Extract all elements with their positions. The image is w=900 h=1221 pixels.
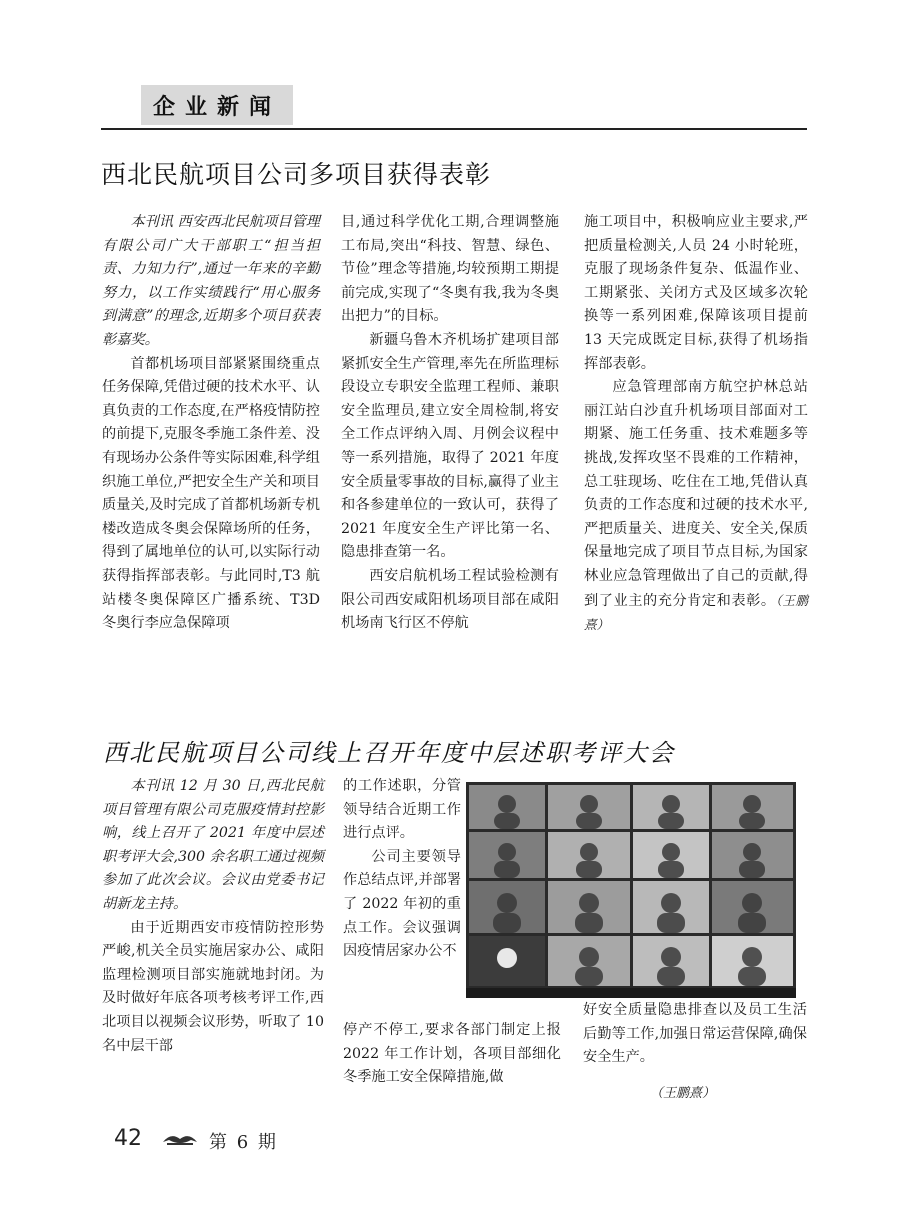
article1-paragraph: 首都机场项目部紧紧围绕重点任务保障,凭借过硬的技术水平、认真负责的工作态度,在严格疫情防控的前提下,克服冬季施工条件差、没有现场办公条件等实际困难,科学组织施工单位,严把安全生产关和项目质量关,及时完成了首都机场新专机楼改造成冬奥会保障场所的任务，得到了属地单位的认可,以实际行动获得指挥部表彰。与此同时,T3 航站楼冬奥保障区广播系统、T3D 冬奥行李应急保障项 <box>102 355 320 632</box>
article1-paragraph <box>584 376 808 638</box>
article1-paragraph: 新疆乌鲁木齐机场扩建项目部紧抓安全生产管理,率先在所监理标段设立专职安全监理工程师、兼职安全监理员,建立安全周检制,将安全工作点评纳入周、月例会议程中等一系列措施，取得了 2021 年度安全质量零事故的目标,赢得了业主和各参建单位的一致认可，获得了 2021 年度安全生产评比第一名、隐患排查第一名。 <box>341 331 559 561</box>
article2-paragraph: 公司主要领导作总结点评,并部署了 2022 年初的重点工作。会议强调因疫情居家办公不 <box>343 848 462 960</box>
article2-column-3 <box>583 999 807 1070</box>
article2-paragraph: 好安全质量隐患排查以及员工生活后勤等工作,加强日常运营保障,确保安全生产。 <box>583 1002 807 1066</box>
article2-column-2 <box>343 775 461 964</box>
article2-paragraph: 停产不停工,要求各部门制定上报 2022 年工作计划，各项目部细化冬季施工安全保障措施,做 <box>343 1022 561 1086</box>
article2-column-1 <box>102 775 324 1058</box>
call-end-icon <box>497 948 517 968</box>
article1-title: 西北民航项目公司多项目获得表彰 <box>101 160 492 189</box>
article1-column-3 <box>584 211 808 638</box>
article2-column-2-continued <box>343 1019 561 1090</box>
article1-paragraph: 目,通过科学优化工期,合理调整施工布局,突出“科技、智慧、绿色、节俭”理念等措施,均较预期工期提前完成,实现了“冬奥有我,我为冬奥出把力”的目标。 <box>341 214 559 325</box>
section-label: 企业新闻 <box>141 85 293 125</box>
article2-paragraph: 由于近期西安市疫情防控形势严峻,机关全员实施居家办公、咸阳监理检测项目部实施就地封闭。为及时做好年底各项考核考评工作,西北项目以视频会议形势，听取了 10 名中层干部 <box>102 919 324 1054</box>
video-conference-grid <box>466 782 796 998</box>
article2-title: 西北民航项目公司线上召开年度中层述职考评大会 <box>103 739 675 767</box>
article2-paragraph: 本刊讯 12 月 30 日,西北民航项目管理有限公司克服疫情封控影响，线上召开了 2021 年度中层述职考评大会,300 余名职工通过视频参加了此次会议。会议由党委书记胡新龙主持。 <box>102 778 324 912</box>
article1-credit: （王鹏熹） <box>584 592 808 633</box>
article1-column-2 <box>341 211 559 636</box>
video-conference-photo <box>466 782 796 998</box>
page-number: 42 <box>114 1126 142 1151</box>
magazine-logo-icon <box>161 1130 199 1148</box>
article1-column-1 <box>102 211 320 636</box>
article2-paragraph: 的工作述职，分管领导结合近期工作进行点评。 <box>343 778 461 842</box>
video-toolbar <box>466 988 796 998</box>
top-rule <box>101 128 807 130</box>
article1-paragraph: 施工项目中，积极响应业主要求,严把质量检测关,人员 24 小时轮班，克服了现场条件复杂、低温作业、工期紧张、关闭方式及区域多次轮换等一系列困难,保障该项目提前 13 天完成既定目标,获得了机场指挥部表彰。 <box>584 214 808 372</box>
article1-paragraph: 西安启航机场工程试验检测有限公司西安咸阳机场项目部在咸阳机场南飞行区不停航 <box>341 567 559 632</box>
issue-label: 第 6 期 <box>209 1132 278 1153</box>
article1-paragraph-text: 应急管理部南方航空护林总站丽江站白沙直升机场项目部面对工期紧、施工任务重、技术难题多等挑战,发挥攻坚不畏难的工作精神，总工驻现场、吃住在工地,凭借认真负责的工作态度和过硬的技术水平,严把质量关、进度关、安全关,保质保量地完成了项目节点目标,为国家林业应急管理做出了自己的贡献,得到了业主的充分肯定和表彰。 <box>584 379 808 609</box>
article1-paragraph: 本刊讯 西安西北民航项目管理有限公司广大干部职工“担当担责、力知力行”,通过一年来的辛勤努力，以工作实绩践行“用心服务到满意”的理念,近期多个项目获表彰嘉奖。 <box>102 214 320 348</box>
article2-credit: （王鹏熹） <box>650 1086 716 1101</box>
